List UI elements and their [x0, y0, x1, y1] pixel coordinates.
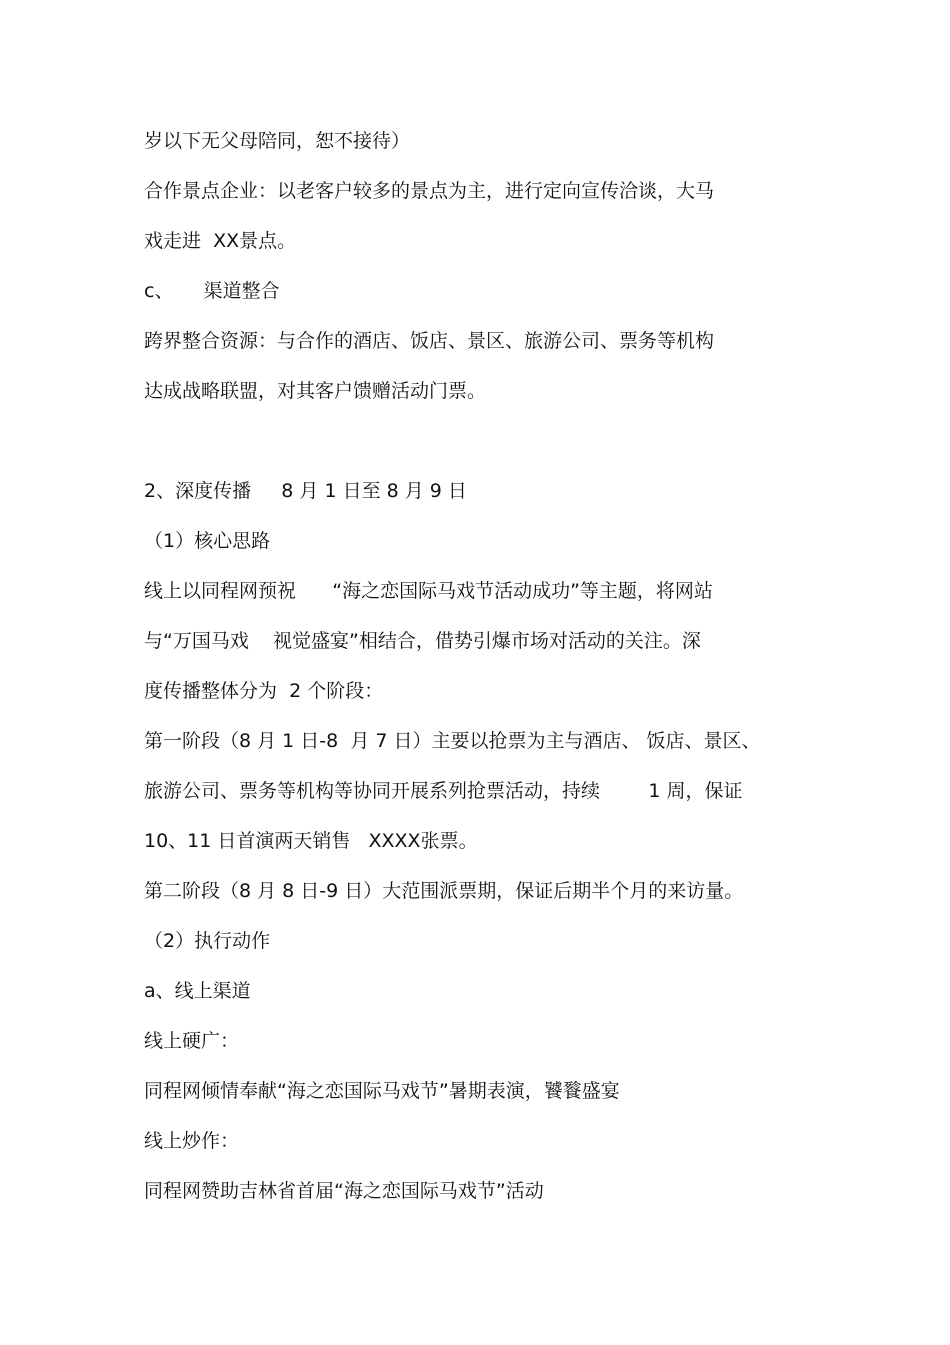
- text-line-14: 10、11 日首演两天销售 XXXX张票。: [144, 830, 478, 852]
- text-line-9: 线上以同程网预祝 “海之恋国际马戏节活动成功”等主题，将网站: [144, 580, 713, 602]
- subheading-online-channels: a、线上渠道: [144, 980, 251, 1002]
- text-line-13: 旅游公司、票务等机构等协同开展系列抢票活动，持续 1 周，保证: [144, 780, 743, 802]
- text-line-12: 第一阶段（8 月 1 日-8 月 7 日）主要以抢票为主与酒店、 饭店、景区、: [144, 730, 761, 752]
- text-line-3: 戏走进 XX景点。: [144, 230, 297, 252]
- text-line-20: 线上炒作：: [144, 1130, 240, 1152]
- text-line-5: 跨界整合资源：与合作的酒店、饭店、景区、旅游公司、票务等机构: [144, 330, 715, 352]
- section-heading-c: c、 渠道整合: [144, 280, 280, 302]
- text-line-2: 合作景点企业：以老客户较多的景点为主，进行定向宣传洽谈，大马: [144, 180, 715, 202]
- subheading-actions: （2）执行动作: [144, 930, 271, 952]
- text-line-18: 线上硬广：: [144, 1030, 240, 1052]
- text-line-19: 同程网倾情奉献“海之恋国际马戏节”暑期表演，饕餮盛宴: [144, 1080, 620, 1102]
- section-heading-2: 2、深度传播 8 月 1 日至 8 月 9 日: [144, 480, 467, 502]
- text-line-10: 与“万国马戏 视觉盛宴”相结合，借势引爆市场对活动的关注。深: [144, 630, 701, 652]
- subheading-core-idea: （1）核心思路: [144, 530, 271, 552]
- text-line-1: 岁以下无父母陪同，恕不接待）: [144, 130, 411, 152]
- text-line-6: 达成战略联盟，对其客户馈赠活动门票。: [144, 380, 487, 402]
- text-line-21: 同程网赞助吉林省首届“海之恋国际马戏节”活动: [144, 1180, 544, 1202]
- text-line-11: 度传播整体分为 2 个阶段：: [144, 680, 384, 702]
- text-line-15: 第二阶段（8 月 8 日-9 日）大范围派票期，保证后期半个月的来访量。: [144, 880, 744, 902]
